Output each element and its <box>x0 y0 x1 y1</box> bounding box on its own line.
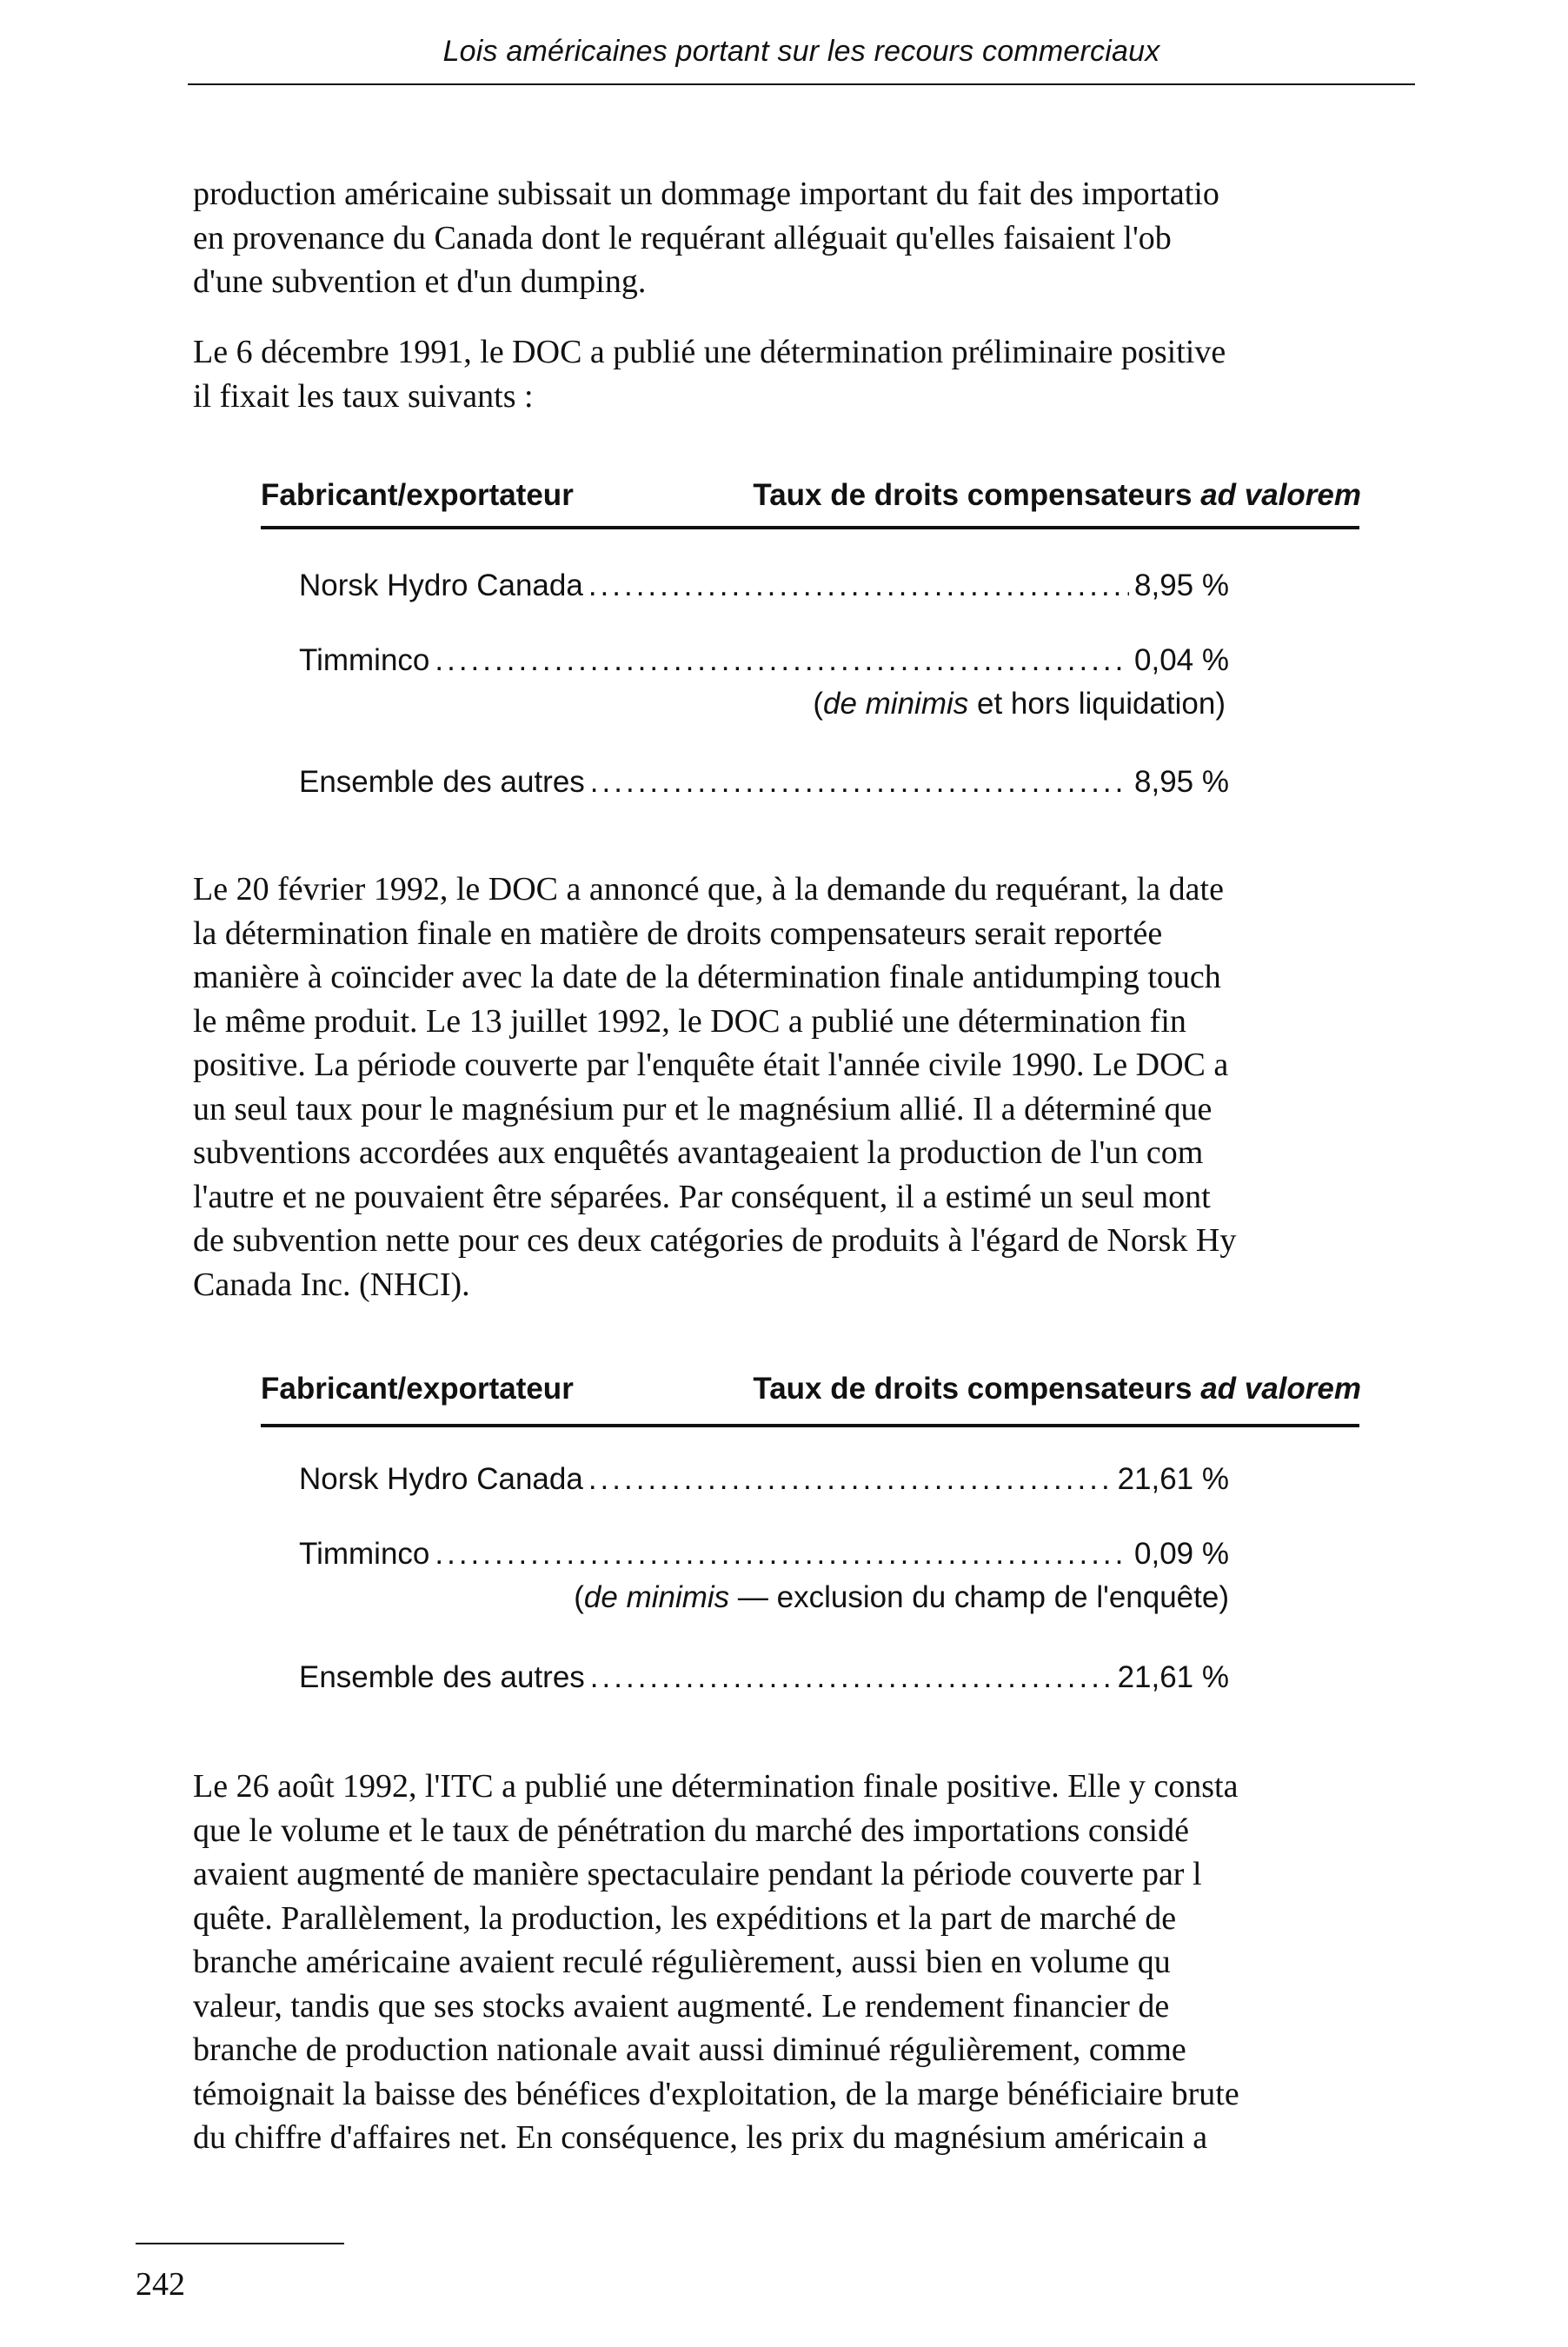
paragraph-line: la détermination finale en matière de droits compensateurs serait reportée <box>193 914 1163 952</box>
paragraph-line: un seul taux pour le magnésium pur et le magnésium allié. Il a déterminé que <box>193 1090 1213 1127</box>
column-header-rate-text: Taux de droits compensateurs <box>753 478 1201 512</box>
paragraph-4 <box>193 1765 1424 2160</box>
paragraph-line: production américaine subissait un dommage important du fait des importatio <box>193 176 1219 212</box>
paragraph-line: avaient augmenté de manière spectaculaire pendant la période couverte par l <box>193 1856 1202 1892</box>
paragraph-line: valeur, tandis que ses stocks avaient augmenté. Le rendement financier de <box>193 1987 1170 2025</box>
manufacturer-name: Norsk Hydro Canada <box>299 568 583 602</box>
table-2-rule <box>261 1424 1359 1427</box>
paragraph-line: l'autre et ne pouvaient être séparées. Par conséquent, il a estimé un seul mont <box>193 1178 1211 1215</box>
table-row <box>299 1462 1229 1502</box>
manufacturer-name: Norsk Hydro Canada <box>299 1462 583 1496</box>
paragraph-line: du chiffre d'affaires net. En conséquence, les prix du magnésium américain a <box>193 2119 1208 2156</box>
dot-leader <box>590 1660 1113 1695</box>
column-header-rate-text: Taux de droits compensateurs <box>753 1372 1201 1406</box>
column-header-rate <box>753 478 1361 513</box>
note-text: et hors liquidation) <box>968 687 1226 721</box>
note-open: ( <box>574 1580 584 1614</box>
paragraph-line: de subvention nette pour ces deux catégories de produits à l'égard de Norsk Hy <box>193 1222 1237 1259</box>
paragraph-line: le même produit. Le 13 juillet 1992, le DOC a publié une détermination fin <box>193 1002 1186 1040</box>
dot-leader <box>435 1537 1129 1572</box>
table-1-rule <box>261 526 1359 529</box>
paragraph-line: Canada Inc. (NHCI). <box>193 1266 470 1303</box>
paragraph-line: que le volume et le taux de pénétration du marché des importations considé <box>193 1812 1189 1849</box>
dot-leader <box>435 643 1129 678</box>
note-open: ( <box>813 687 823 721</box>
rate-value: 8,95 % <box>1134 765 1229 799</box>
paragraph-3 <box>193 868 1424 1306</box>
table-row <box>299 568 1229 608</box>
paragraph-line: en provenance du Canada dont le requérant alléguait qu'elles faisaient l'ob <box>193 219 1172 256</box>
paragraph-line: manière à coïncider avec la date de la détermination finale antidumping touch <box>193 959 1221 995</box>
dot-leader <box>588 568 1129 603</box>
paragraph-line: Le 26 août 1992, l'ITC a publié une détermination finale positive. Elle y consta <box>193 1768 1239 1805</box>
rate-value: 0,09 % <box>1134 1537 1229 1571</box>
footer-rule <box>136 2243 344 2244</box>
manufacturer-name: Timminco <box>299 1537 430 1571</box>
table-row <box>299 643 1229 683</box>
table-row <box>299 765 1229 805</box>
column-header-manufacturer: Fabricant/exportateur <box>261 478 574 512</box>
column-header-manufacturer: Fabricant/exportateur <box>261 1372 574 1406</box>
page-number: 242 <box>136 2266 185 2303</box>
column-header-rate-italic: ad valorem <box>1200 1372 1361 1406</box>
table-row <box>299 1537 1229 1577</box>
rate-value: 21,61 % <box>1117 1660 1229 1694</box>
note-text: — exclusion du champ de l'enquête) <box>729 1580 1229 1614</box>
paragraph-line: subventions accordées aux enquêtés avantageaient la production de l'un com <box>193 1134 1204 1171</box>
paragraph-line: branche américaine avaient reculé régulièrement, aussi bien en volume qu <box>193 1944 1171 1980</box>
paragraph-line: d'une subvention et d'un dumping. <box>193 263 647 300</box>
paragraph-2 <box>193 330 1424 418</box>
dot-leader <box>588 1462 1113 1497</box>
manufacturer-name: Timminco <box>299 643 430 677</box>
paragraph-line: témoignait la baisse des bénéfices d'exploitation, de la marge bénéficiaire brute <box>193 2075 1239 2112</box>
paragraph-line: il fixait les taux suivants : <box>193 377 534 415</box>
dot-leader <box>590 765 1129 800</box>
column-header-rate <box>753 1372 1361 1406</box>
column-header-rate-italic: ad valorem <box>1200 478 1361 512</box>
paragraph-line: Le 6 décembre 1991, le DOC a publié une détermination préliminaire positive <box>193 334 1226 370</box>
note-italic: de minimis <box>823 687 969 721</box>
header-rule <box>188 83 1415 85</box>
paragraph-line: positive. La période couverte par l'enquête était l'année civile 1990. Le DOC a <box>193 1047 1229 1083</box>
paragraph-line: branche de production nationale avait aussi diminué régulièrement, comme <box>193 2031 1186 2068</box>
manufacturer-name: Ensemble des autres <box>299 765 585 799</box>
note-italic: de minimis <box>583 1580 730 1614</box>
rate-value: 21,61 % <box>1117 1462 1229 1496</box>
table-2-header <box>261 1363 1365 1413</box>
table-1-header <box>261 469 1365 520</box>
paragraph-1 <box>193 172 1424 304</box>
running-head: Lois américaines portant sur les recours commerciaux <box>442 35 1160 68</box>
paragraph-line: Le 20 février 1992, le DOC a annoncé que, à la demande du requérant, la date <box>193 871 1224 908</box>
paragraph-line: quête. Parallèlement, la production, les expéditions et la part de marché de <box>193 1899 1177 1937</box>
table-2-note <box>574 1580 1229 1615</box>
manufacturer-name: Ensemble des autres <box>299 1660 585 1694</box>
rate-value: 0,04 % <box>1134 643 1229 677</box>
table-1-note <box>813 687 1226 721</box>
rate-value: 8,95 % <box>1134 568 1229 602</box>
table-row <box>299 1660 1229 1700</box>
